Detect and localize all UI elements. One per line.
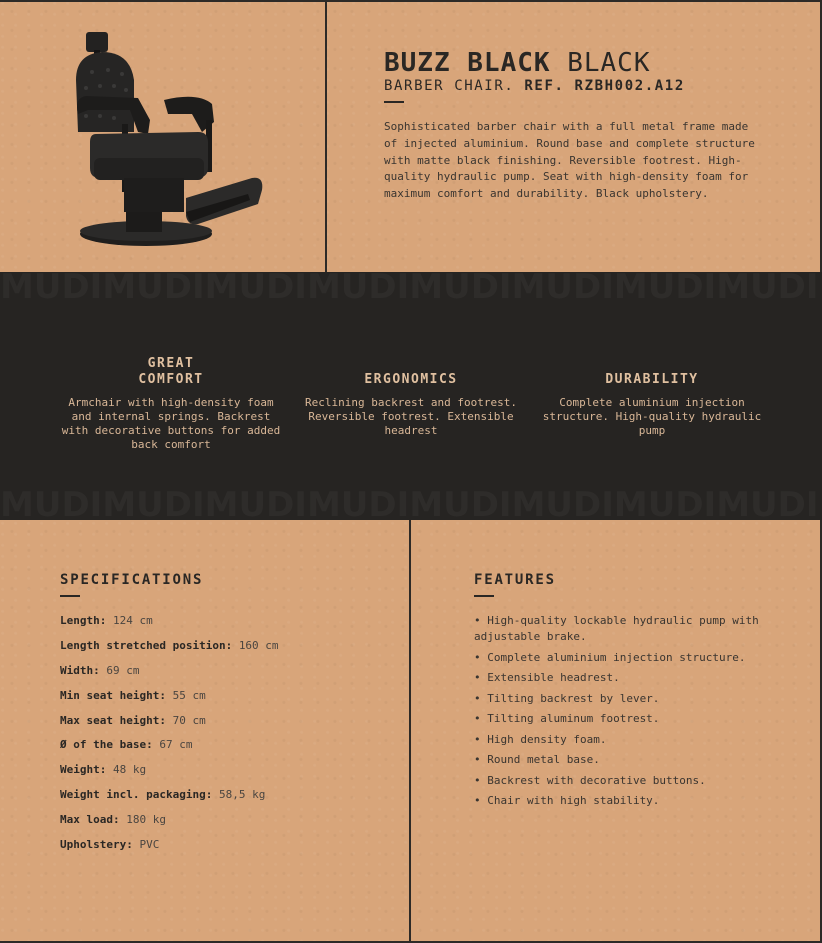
product-subtitle [384, 78, 764, 94]
feature-item: • High density foam. [474, 732, 607, 746]
benefit-text: Reclining backrest and footrest. Reversible footrest. Extensible headrest [305, 396, 517, 437]
product-title-block [384, 48, 764, 203]
spec-value: 67 cm [159, 738, 193, 752]
details-section [0, 520, 822, 943]
spec-value: 160 cm [238, 638, 279, 652]
features-panel [474, 572, 774, 814]
spec-row [60, 762, 390, 787]
spec-label: Width: [60, 663, 100, 677]
spec-value: 124 cm [112, 614, 153, 627]
spec-row [60, 663, 390, 688]
spec-value: 55 cm [172, 688, 206, 702]
logo-pattern-text-top: MUDIMUDIMUDIMUDIMUDIMUDIMUDIMUDI [0, 272, 819, 302]
spec-value: 69 cm [106, 663, 140, 677]
spec-label: Max seat height: [60, 713, 166, 727]
product-header [0, 0, 822, 272]
logo-pattern-bottom [0, 490, 822, 520]
benefit-title: DURABILITY [605, 372, 699, 387]
product-image-panel [0, 0, 327, 272]
logo-pattern-top [0, 272, 822, 302]
features-underline [474, 595, 494, 597]
feature-item: • Round metal base. [474, 753, 600, 766]
spec-row [60, 737, 390, 762]
feature-item: • Extensible headrest. [474, 671, 620, 684]
feature-item: • Complete aluminium injection structure. [474, 650, 746, 664]
spec-value: PVC [139, 838, 160, 852]
benefit-title: ERGONOMICS [364, 372, 458, 387]
product-name-light: BLACK [567, 48, 651, 78]
logo-pattern-text-bottom: MUDIMUDIMUDIMUDIMUDIMUDIMUDIMUDI [0, 490, 819, 520]
spec-label: Weight incl. packaging: [60, 788, 213, 802]
benefit-durability [538, 372, 766, 438]
spec-row [60, 837, 390, 862]
title-underline [384, 101, 404, 103]
spec-row [60, 787, 390, 812]
spec-value: 58,5 kg [218, 788, 266, 802]
product-name-bold: BUZZ BLACK [384, 48, 551, 78]
spec-label: Length stretched position: [60, 638, 233, 652]
feature-item: • Backrest with decorative buttons. [474, 773, 706, 787]
spec-label: Ø of the base: [60, 738, 153, 752]
spec-label: Weight: [60, 763, 107, 777]
features-title: FEATURES [474, 572, 556, 588]
spec-row [60, 688, 390, 713]
spec-label: Min seat height: [60, 688, 166, 702]
feature-item: • Tilting backrest by lever. [474, 691, 660, 705]
benefit-text: Complete aluminium injection structure. High-quality hydraulic pump [542, 396, 762, 437]
column-divider [409, 520, 411, 943]
product-reference: REF. RZBH002.A12 [524, 78, 685, 94]
benefit-ergonomics [300, 372, 522, 438]
benefit-comfort [56, 356, 286, 452]
benefit-title: GREAT COMFORT [138, 356, 204, 387]
feature-item: • Chair with high stability. [474, 794, 660, 807]
spec-value: 48 kg [112, 763, 147, 777]
barber-chair-image [68, 28, 268, 252]
feature-item: • High-quality lockable hydraulic pump with adjustable brake. [474, 614, 759, 643]
specifications-underline [60, 595, 80, 597]
spec-row [60, 812, 390, 837]
product-category: BARBER CHAIR. [384, 78, 515, 94]
spec-row [60, 638, 390, 663]
spec-value: 180 kg [126, 813, 166, 827]
spec-row [60, 613, 390, 638]
benefit-text: Armchair with high-density foam and internal springs. Backrest with decorative buttons for added back comfort [61, 396, 281, 451]
spec-row [60, 713, 390, 738]
specifications-panel [60, 572, 390, 862]
feature-item: • Tilting aluminum footrest. [474, 712, 660, 725]
spec-value: 70 cm [172, 713, 206, 727]
specifications-title: SPECIFICATIONS [60, 572, 204, 588]
features-list [474, 613, 774, 809]
product-description: Sophisticated barber chair with a full metal frame made of injected aluminium. Round base and complete structure with matte black finishing. Reversible footrest. High-quality hydraulic pump. Seat with high-density foam for maximum comfort and durability. Black upholstery. [384, 120, 755, 201]
spec-label: Length: [60, 614, 107, 627]
spec-label: Upholstery: [60, 838, 133, 852]
specifications-list [60, 613, 390, 862]
spec-label: Max load: [60, 813, 120, 827]
product-title [384, 48, 764, 78]
benefits-band [0, 272, 822, 520]
